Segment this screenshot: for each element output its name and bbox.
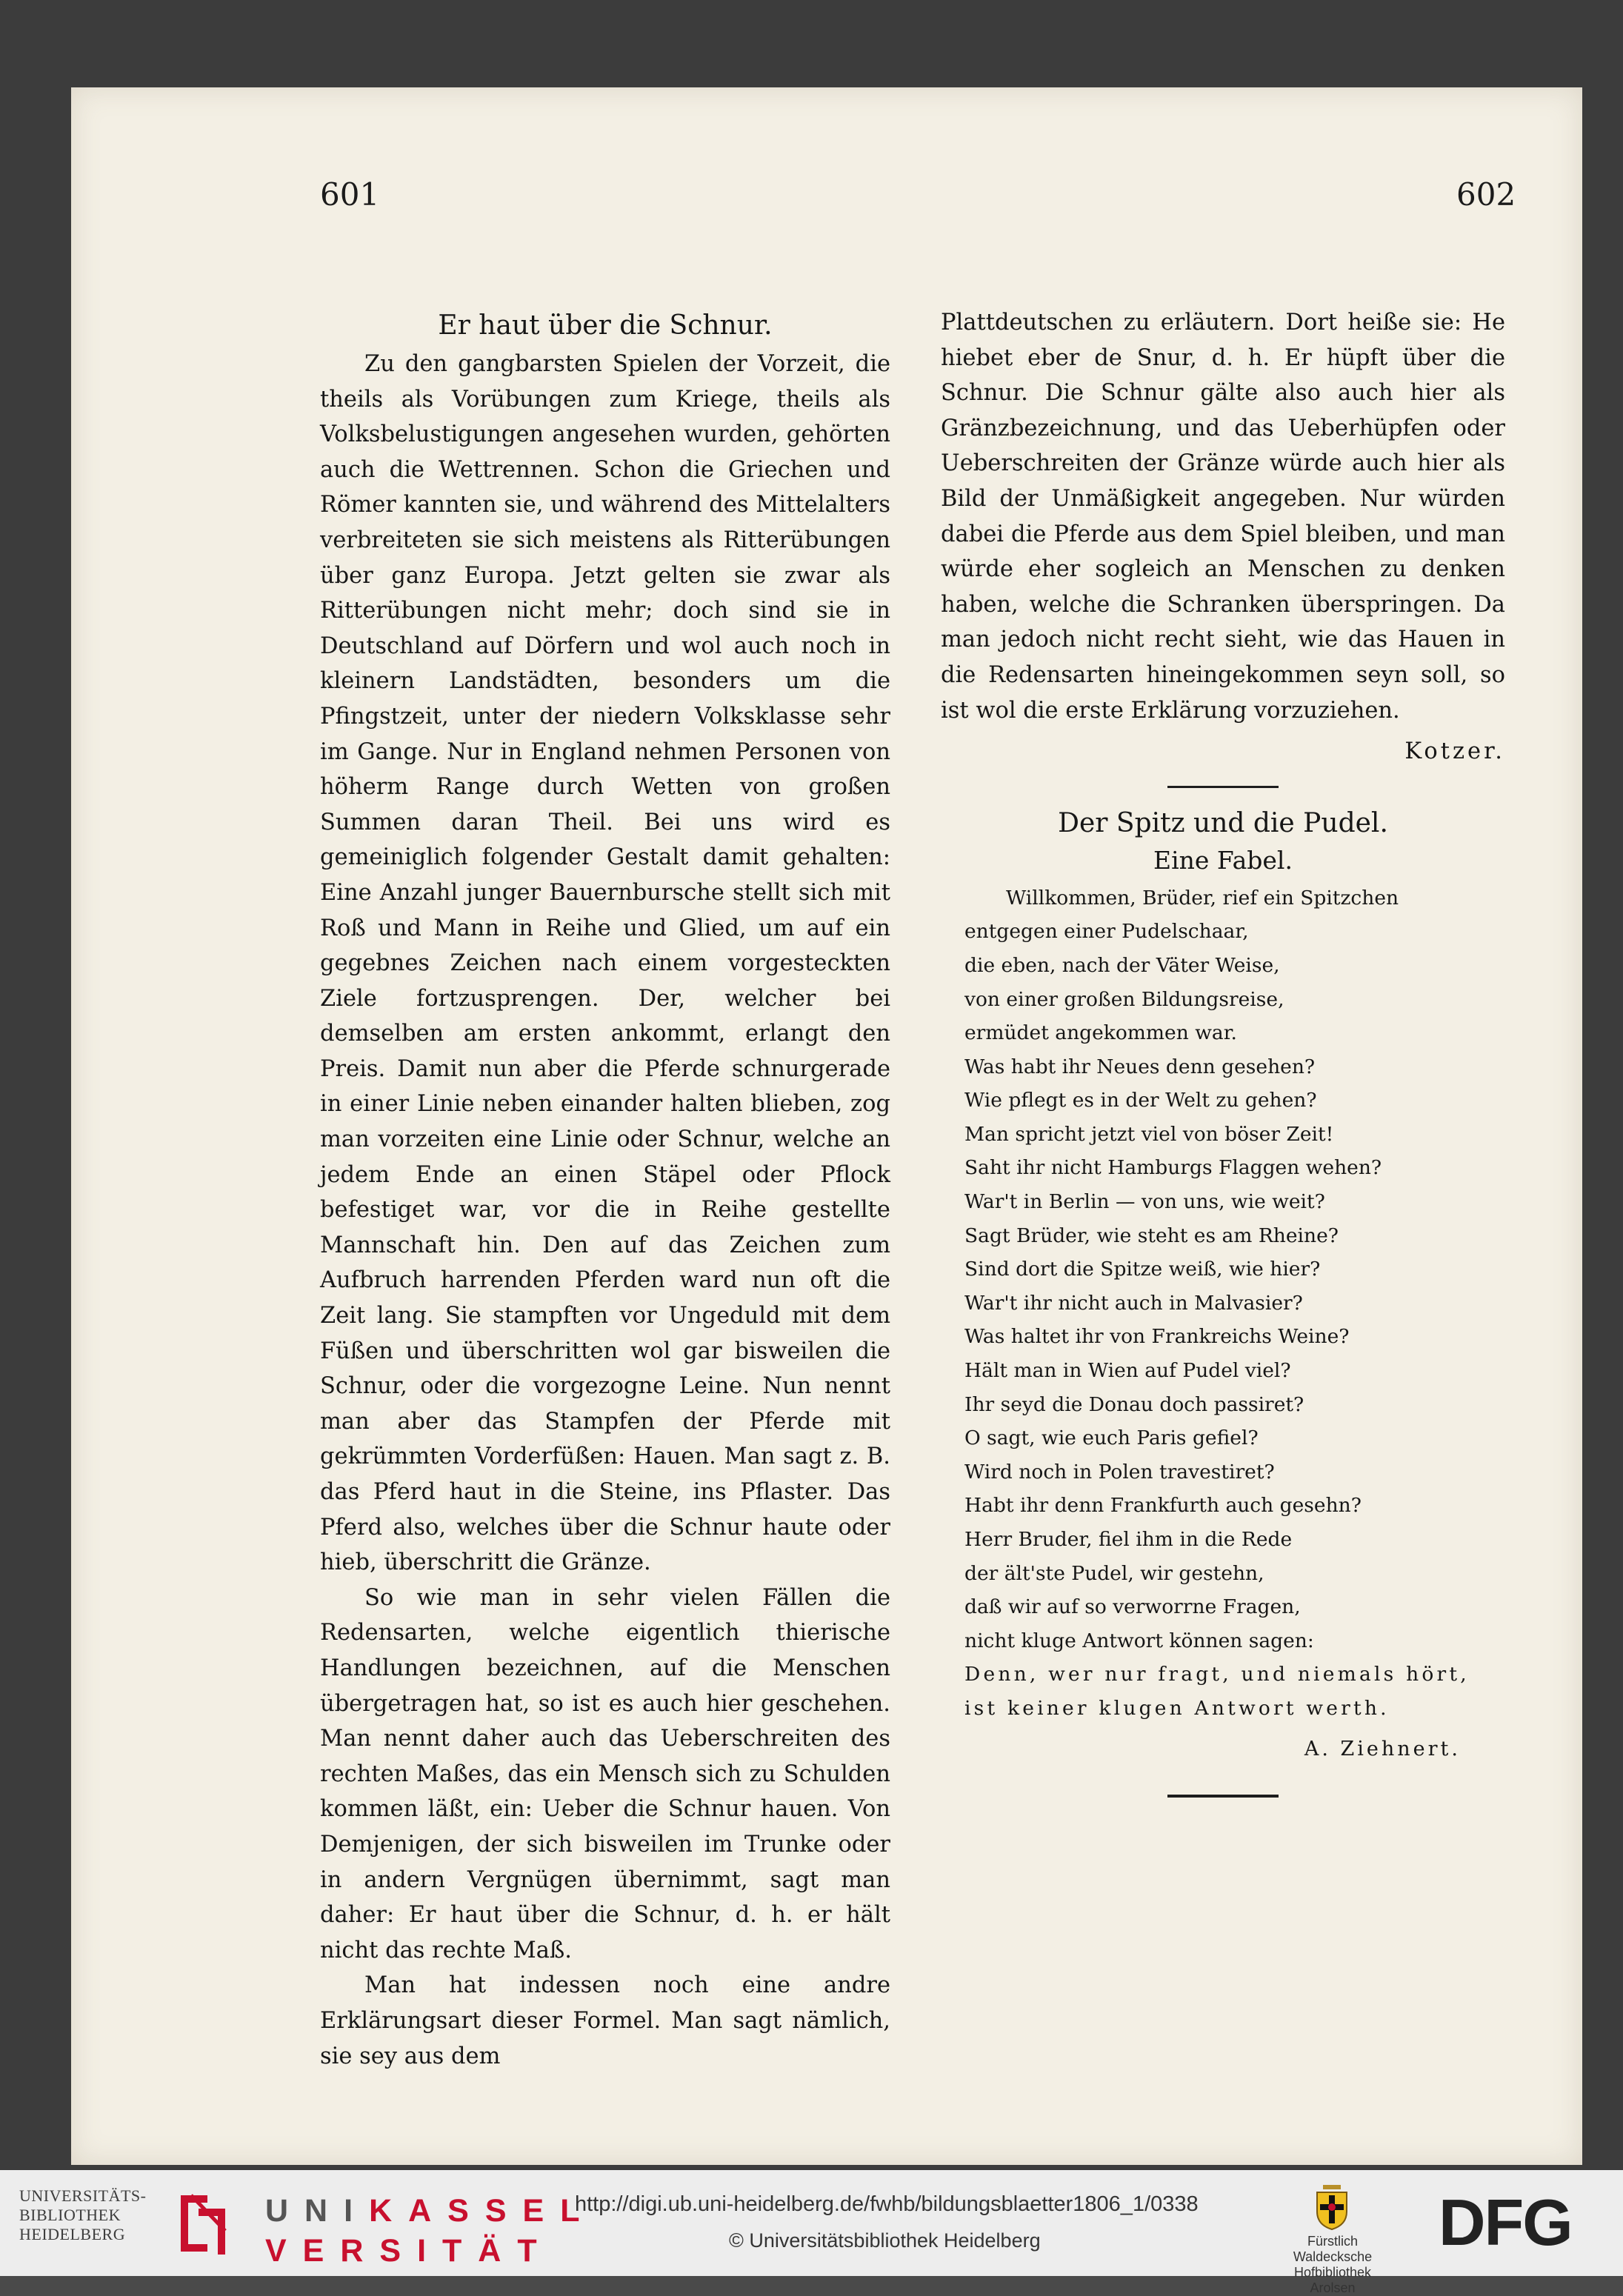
poem-line: O sagt, wie euch Paris gefiel? xyxy=(964,1426,1259,1450)
end-divider xyxy=(1167,1795,1279,1798)
right-column xyxy=(941,305,1505,1814)
poem-line: Willkommen, Brüder, rief ein Spitzchen xyxy=(1006,886,1399,910)
ub-name-line: BIBLIOTHEK xyxy=(19,2206,121,2224)
poem-line: War't in Berlin — von uns, wie weit? xyxy=(964,1190,1325,1214)
fable xyxy=(941,804,1505,1766)
poem-line: der ält'ste Pudel, wir gestehn, xyxy=(964,1561,1264,1585)
fable-title: Der Spitz und die Pudel. xyxy=(1058,807,1388,838)
poem-line: Wie pflegt es in der Welt zu gehen? xyxy=(964,1089,1317,1112)
permalink-url[interactable]: http://digi.ub.uni-heidelberg.de/fwhb/bildungsblaetter1806_1/0338 xyxy=(575,2192,1199,2216)
poem-line: von einer großen Bildungsreise, xyxy=(964,987,1284,1011)
page-number-right: 602 xyxy=(1456,176,1516,213)
poem-line: Saht ihr nicht Hamburgs Flaggen wehen? xyxy=(964,1156,1382,1180)
poem-line: nicht kluge Antwort können sagen: xyxy=(964,1629,1314,1652)
ub-name-line: UNIVERSITÄTS- xyxy=(19,2186,147,2205)
article-paragraph-continued: Plattdeutschen zu erläutern. Dort heiße sie: He hiebet eber de Snur, d. h. Er hüpft über die Schnur. Die Schnur gälte also auch hier als Gränzbezeichnung, und das Ueberhüpfen oder Ueberschreiten der Gränze würde auch hier als Bild der Unmäßigkeit angegeben. Nur würden dabei die Pferde aus dem Spiel bleiben, und man würde eher sogleich an Menschen zu denken haben, welche die Schranken überspringen. Da man jedoch nicht recht sieht, wie das Hauen in die Redensarten hineingekommen seyn soll, so ist wol die erste Erklärung vorzuziehen. xyxy=(941,310,1505,724)
arolsen-line: Hofbibliothek Arolsen xyxy=(1293,2265,1372,2295)
dfg-logo[interactable]: DFG xyxy=(1439,2186,1572,2259)
copyright-notice: © Universitätsbibliothek Heidelberg xyxy=(729,2229,1041,2252)
uni-kassel-line-2: VERSITÄT xyxy=(265,2233,553,2269)
ub-name-line: HEIDELBERG xyxy=(19,2225,126,2243)
fable-signature: A. Ziehnert. xyxy=(1304,1737,1461,1761)
viewer-footer xyxy=(0,2170,1623,2295)
article-paragraph-1: Zu den gangbarsten Spielen der Vorzeit, die theils als Vorübungen zum Kriege, theils als Volksbelustigungen angesehen wurden, gehörten auch die Wettrennen. Schon die Griechen und Römer kannten sie, und während des Mittelalters verbreiteten sie sich meistens als Ritterübungen über ganz Europa. Jetzt gelten sie zwar als Ritterübungen nicht mehr; doch sind sie in Deutschland auf Dörfern und wol auch noch in kleinern Landstädten, besonders um die Pfingstzeit, unter der niedern Volksklasse sehr im Gange. Nur in England nehmen Personen von höherm Range durch Wetten von großen Summen daran Theil. Bei uns wird es gemeiniglich folgender Gestalt damit gehalten: Eine Anzahl junger Bauernbursche stellt sich mit Roß und Mann in Reihe und Glied, um auf ein gegebnes Zeichen nach einem vorgesteckten Ziele fortzusprengen. Der, welcher bei demselben am ersten ankommt, erlangt den Preis. Damit nun aber die Pferde schnurgerade in einer Linie neben einander halten blieben, zog man vorzeiten eine Linie oder Schnur, welche an jedem Ende an einen Stäpel oder Pflock befestiget war, vor die in Reihe gestellte Mannschaft hin. Den auf das Zeichen zum Aufbruch harrenden Pferden ward nun oft die Zeit lang. Sie stampften vor Ungeduld mit dem Füßen und überschritten wol gar bisweilen die Schnur, oder die vorgezogne Leine. Nun nennt man aber das Stampfen der Pferde mit gekrümmten Vorderfüßen: Hauen. Man sagt z. B. das Pferd haut in die Steine, ins Pflaster. Das Pferd also, welches über die Schnur haute oder hieb, überschritt die Gränze. xyxy=(320,351,890,1576)
poem-line: Was habt ihr Neues denn gesehen? xyxy=(964,1055,1316,1078)
poem-line: Hält man in Wien auf Pudel viel? xyxy=(964,1359,1291,1383)
article-paragraph-2: So wie man in sehr vielen Fällen die Redensarten, welche eigentlich thierische Handlungen bezeichnen, auf die Menschen übergetragen hat, so ist es auch hier geschehen. Man nennt daher auch das Ueberschreiten des rechten Maßes, das ein Mensch sich zu Schulden kommen läßt, ein: Ueber die Schnur hauen. Von Demjenigen, der sich bisweilen im Trunke oder in andern Vergnügen übernimmt, sagt man daher: Er haut über die Schnur, d. h. er hält nicht das rechte Maß. xyxy=(320,1584,890,1963)
arolsen-library-name xyxy=(1276,2234,1390,2296)
poem-line: Habt ihr denn Frankfurth auch gesehn? xyxy=(964,1494,1362,1518)
poem-line: Ihr seyd die Donau doch passiret? xyxy=(964,1392,1304,1416)
poem-line: ist keiner klugen Antwort werth. xyxy=(964,1696,1390,1720)
poem-line: Denn, wer nur fragt, und niemals hört, xyxy=(964,1663,1470,1686)
article-continuation xyxy=(941,305,1505,770)
section-divider xyxy=(1167,786,1279,788)
poem-line: Sagt Brüder, wie steht es am Rheine? xyxy=(964,1224,1339,1247)
arolsen-line: Fürstlich Waldecksche xyxy=(1293,2234,1373,2264)
poem-line: daß wir auf so verworrne Fragen, xyxy=(964,1595,1301,1619)
poem-line: ermüdet angekommen war. xyxy=(964,1021,1237,1045)
poem-line: Was haltet ihr von Frankreichs Weine? xyxy=(964,1325,1350,1349)
ub-heidelberg-logo-text[interactable] xyxy=(19,2186,147,2244)
poem-line: entgegen einer Pudelschaar, xyxy=(964,920,1249,944)
poem-line: Herr Bruder, fiel ihm in die Rede xyxy=(964,1528,1293,1551)
page-number-left: 601 xyxy=(320,176,380,213)
uni-kassel-logo[interactable] xyxy=(265,2191,596,2271)
poem-line: Sind dort die Spitze weiß, wie hier? xyxy=(964,1258,1321,1281)
poem-line: Wird noch in Polen travestiret? xyxy=(964,1460,1275,1484)
uni-kassel-line-1: UNIKASSEL xyxy=(265,2193,596,2229)
left-column xyxy=(320,305,890,2074)
poem xyxy=(941,881,1505,1726)
fable-subtitle: Eine Fabel. xyxy=(1153,845,1293,875)
poem-line: War't ihr nicht auch in Malvasier? xyxy=(964,1291,1303,1315)
poem-line: Man spricht jetzt viel von böser Zeit! xyxy=(964,1122,1334,1146)
article-paragraph-3: Man hat indessen noch eine andre Erklärungsart dieser Formel. Man sagt nämlich, sie sey aus dem xyxy=(320,1972,890,2069)
ub-heidelberg-icon[interactable] xyxy=(173,2186,231,2260)
poem-line: die eben, nach der Väter Weise, xyxy=(964,953,1280,977)
article-heading: Er haut über die Schnur. xyxy=(438,310,773,341)
author-signature: Kotzer. xyxy=(1404,738,1505,765)
arolsen-crest-icon[interactable] xyxy=(1313,2182,1351,2231)
